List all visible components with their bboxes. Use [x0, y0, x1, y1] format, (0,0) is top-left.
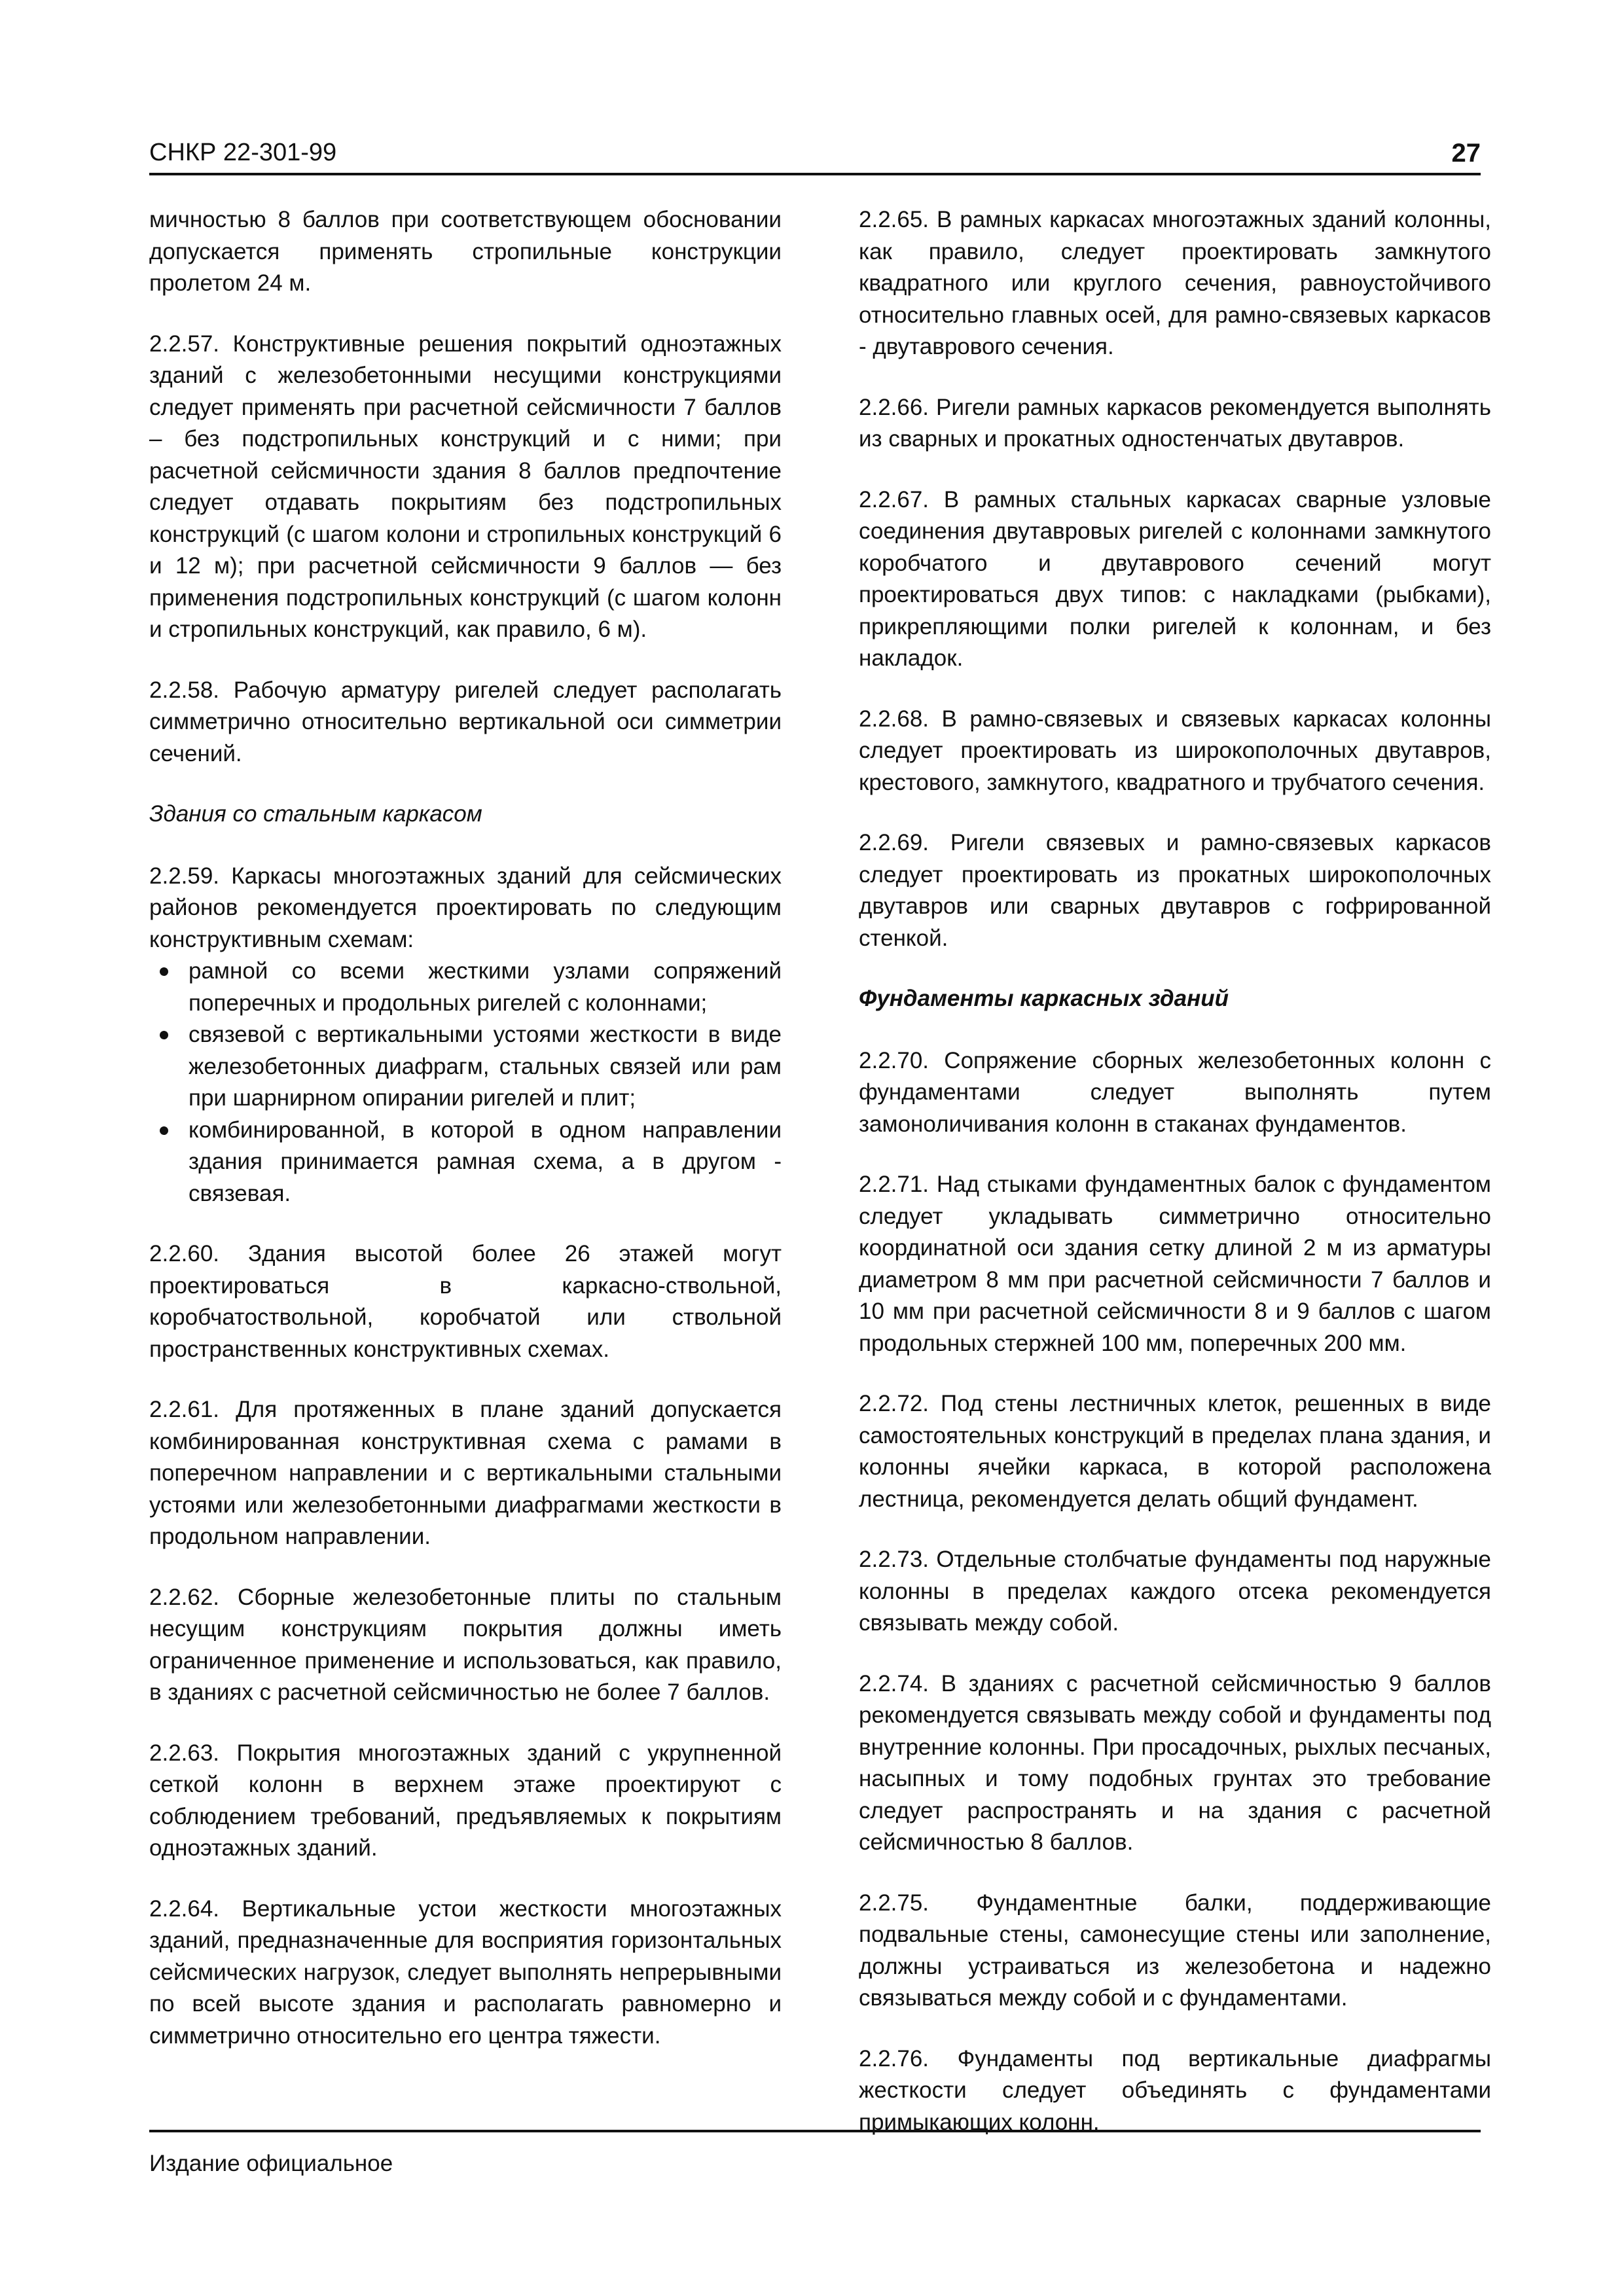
list-item-text: связевой с вертикальными устоями жесткости в виде железобетонных диафрагм, стальных связей или рам при шарнирном опирании ригелей и плит;	[189, 1022, 782, 1111]
section-heading-steel-frame: Здания со стальным каркасом	[149, 801, 482, 827]
list-item-text: комбинированной, в которой в одном направлении здания принимается рамная схема, а в другом - связевая.	[189, 1117, 782, 1206]
paragraph-2-2-63: 2.2.63. Покрытия многоэтажных зданий с укрупненной сеткой колонн в верхнем этаже проектируют с соблюдением требований, предъявляемых к покрытиям одноэтажных зданий.	[149, 1740, 782, 1861]
footer-text: Издание официальное	[149, 2151, 393, 2176]
paragraph-2-2-67: 2.2.67. В рамных стальных каркасах сварные узловые соединения двутавровых ригелей с колоннами замкнутого коробчатого и двутаврового сечений могут проектироваться двух типов: с накладками (рыбками), прикрепляющими полки ригелей к колоннам, и без накладок.	[859, 486, 1491, 671]
page-footer	[149, 2130, 1481, 2176]
list-item	[149, 1115, 782, 1210]
paragraph-2-2-66: 2.2.66. Ригели рамных каркасов рекомендуется выполнять из сварных и прокатных одностенчатых двутавров.	[859, 394, 1491, 452]
list-item	[149, 1019, 782, 1115]
paragraph-2-2-62: 2.2.62. Сборные железобетонные плиты по стальным несущим конструкциям покрытия должны иметь ограниченное применение и использоваться, как правило, в зданиях с расчетной сейсмичностью не более 7 баллов.	[149, 1584, 782, 1705]
section-heading-foundations: Фундаменты каркасных зданий	[859, 986, 1229, 1011]
bullet-icon	[160, 967, 168, 976]
paragraph-2-2-61: 2.2.61. Для протяженных в плане зданий допускается комбинированная конструктивная схема с рамами в поперечном направлении и с вертикальными стальными устоями или железобетонными диафрагмами жесткости в продольном направлении.	[149, 1397, 782, 1549]
bullet-icon	[160, 1126, 168, 1135]
paragraph: мичностью 8 баллов при соответствующем обосновании допускается применять стропильные конструкции пролетом 24 м.	[149, 207, 782, 296]
paragraph-2-2-70: 2.2.70. Сопряжение сборных железобетонных колонн с фундаментами следует выполнять путем замоноличивания колонн в стаканах фундаментов.	[859, 1047, 1491, 1137]
list-item	[149, 956, 782, 1019]
paragraph-2-2-69: 2.2.69. Ригели связевых и рамно-связевых каркасов следует проектировать из прокатных широкополочных двутавров или сварных двутавров с гофрированной стенкой.	[859, 830, 1491, 951]
left-column	[149, 204, 782, 2081]
paragraph-2-2-75: 2.2.75. Фундаментные балки, поддерживающие подвальные стены, самонесущие стены или заполнение, должны устраиваться из железобетона и надежно связываться между собой и с фундаментами.	[859, 1890, 1491, 2011]
bullet-list	[149, 956, 782, 1210]
paragraph-2-2-65: 2.2.65. В рамных каркасах многоэтажных зданий колонны, как правило, следует проектировать замкнутого квадратного или круглого сечения, равноустойчивого относительно главных осей, для рамно-связевых каркасов - двутаврового сечения.	[859, 207, 1491, 359]
right-column	[859, 204, 1491, 2167]
page-number: 27	[1451, 139, 1481, 168]
paragraph-2-2-68: 2.2.68. В рамно-связевых и связевых каркасах колонны следует проектировать из широкополочных двутавров, крестового, замкнутого, квадратного и трубчатого сечения.	[859, 706, 1491, 795]
paragraph-2-2-74: 2.2.74. В зданиях с расчетной сейсмичностью 9 баллов рекомендуется связывать между собой и фундаменты под внутренние колонны. При просадочных, рыхлых песчаных, насыпных и тому подобных грунтах это требование следует распространять и на здания с расчетной сейсмичностью 8 баллов.	[859, 1670, 1491, 1855]
paragraph-2-2-59: 2.2.59. Каркасы многоэтажных зданий для сейсмических районов рекомендуется проектировать по следующим конструктивным схемам:	[149, 863, 782, 952]
paragraph-2-2-73: 2.2.73. Отдельные столбчатые фундаменты под наружные колонны в пределах каждого отсека рекомендуется связывать между собой.	[859, 1547, 1491, 1636]
paragraph-2-2-58: 2.2.58. Рабочую арматуру ригелей следует располагать симметрично относительно вертикальной оси симметрии сечений.	[149, 677, 782, 766]
page-header	[149, 136, 1481, 175]
paragraph-2-2-72: 2.2.72. Под стены лестничных клеток, решенных в виде самостоятельных конструкций в пределах плана здания, и колонны ячейки каркаса, в которой расположена лестница, рекомендуется делать общий фундамент.	[859, 1391, 1491, 1512]
paragraph-2-2-71: 2.2.71. Над стыками фундаментных балок с фундаментом следует укладывать симметрично относительно координатной оси здания сетку длиной 2 м из арматуры диаметром 8 мм при расчетной сейсмичности 7 баллов и 10 мм при расчетной сейсмичности 8 и 9 баллов с шагом продольных стержней 100 мм, поперечных 200 мм.	[859, 1172, 1491, 1356]
list-item-text: рамной со всеми жесткими узлами сопряжений поперечных и продольных ригелей с колоннами;	[189, 958, 782, 1016]
paragraph-2-2-76: 2.2.76. Фундаменты под вертикальные диафрагмы жесткости следует объединять с фундаментами примыкающих колонн.	[859, 2045, 1491, 2135]
paragraph-2-2-60: 2.2.60. Здания высотой более 26 этажей могут проектироваться в каркасно-ствольной, коробчатоствольной, коробчатой или ствольной пространственных конструктивных схемах.	[149, 1241, 782, 1362]
document-code: СНКР 22-301-99	[149, 139, 337, 166]
paragraph-2-2-64: 2.2.64. Вертикальные устои жесткости многоэтажных зданий, предназначенные для восприятия горизонтальных сейсмических нагрузок, следует выполнять непрерывными по всей высоте здания и располагать равномерно и симметрично относительно его центра тяжести.	[149, 1895, 782, 2049]
paragraph-2-2-57: 2.2.57. Конструктивные решения покрытий одноэтажных зданий с железобетонными несущими конструкциями следует применять при расчетной сейсмичности 7 баллов – без подстропильных конструкций и с ними; при расчетной сейсмичности здания 8 баллов предпочтение следует отдавать покрытиям без подстропильных конструкций (с шагом колони и стропильных конструкций 6 и 12 м); при расчетной сейсмичности 9 баллов — без применения подстропильных конструкций (с шагом колонн и стропильных конструкций, как правило, 6 м).	[149, 331, 782, 642]
bullet-icon	[160, 1031, 168, 1039]
